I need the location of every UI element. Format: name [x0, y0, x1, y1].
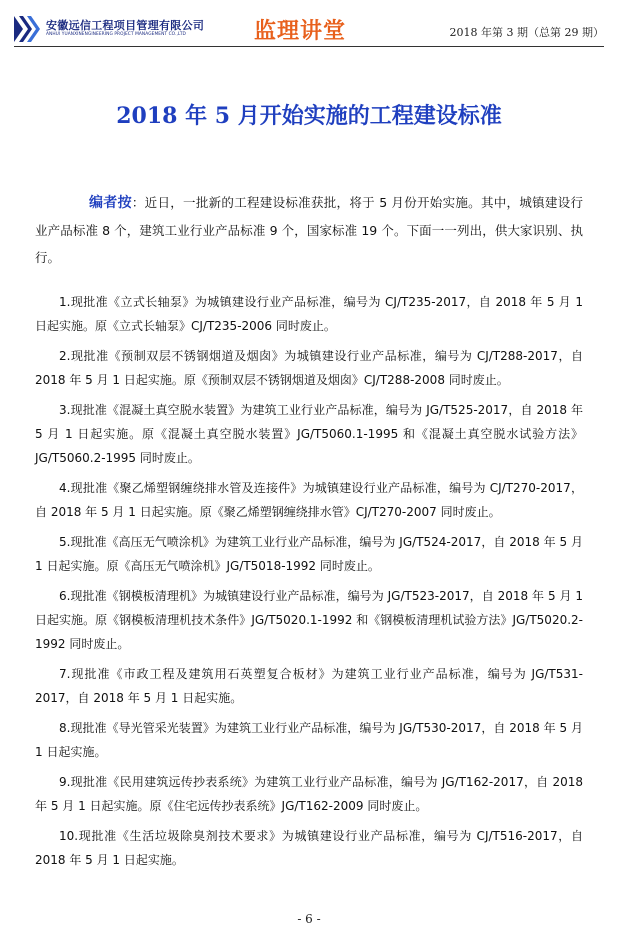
company-name: 安徽远信工程项目管理有限公司 — [46, 19, 205, 32]
standard-item-7: 7.现批准《市政工程及建筑用石英塑复合板材》为建筑工业行业产品标准，编号为 JG/T531-2017，自 2018 年 5 月 1 日起实施。 — [35, 667, 583, 705]
standard-item-1: 1.现批准《立式长轴泵》为城镇建设行业产品标准，编号为 CJ/T235-2017，自 2018 年 5 月 1 日起实施。原《立式长轴泵》CJ/T235-2006 同时废止。 — [35, 295, 583, 333]
article-title: 2018 年 5 月开始实施的工程建设标准 — [116, 103, 502, 129]
standard-item-3: 3.现批准《混凝土真空脱水装置》为建筑工业行业产品标准，编号为 JG/T525-2017，自 2018 年 5 月 1 日起实施。原《混凝土真空脱水装置》JG/T5060.1-1995 和《混凝土真空脱水试验方法》JG/T5060.2-1995 同时废止。 — [35, 403, 583, 465]
standard-item-2: 2.现批准《预制双层不锈钢烟道及烟囱》为城镇建设行业产品标准，编号为 CJ/T288-2017，自 2018 年 5 月 1 日起实施。原《预制双层不锈钢烟道及烟囱》CJ/T288-2008 同时废止。 — [35, 349, 583, 387]
standard-item-4: 4.现批准《聚乙烯塑钢缠绕排水管及连接件》为城镇建设行业产品标准，编号为 CJ/T270-2017，自 2018 年 5 月 1 日起实施。原《聚乙烯塑钢缠绕排水管》CJ/T270-2007 同时废止。 — [35, 481, 583, 519]
standard-item-8: 8.现批准《导光管采光装置》为建筑工业行业产品标准，编号为 JG/T530-2017，自 2018 年 5 月 1 日起实施。 — [35, 721, 583, 759]
standard-item-10: 10.现批准《生活垃圾除臭剂技术要求》为城镇建设行业产品标准，编号为 CJ/T516-2017，自 2018 年 5 月 1 日起实施。 — [35, 829, 583, 867]
company-logo-icon — [14, 16, 40, 42]
issue-info: 2018 年第 3 期（总第 29 期） — [449, 26, 604, 39]
editor-note-lead: 编者按 — [89, 194, 132, 211]
page-number: - 6 - — [297, 912, 321, 926]
editor-note-text: ：近日，一批新的工程建设标准获批，将于 5 月份开始实施。其中，城镇建设行业产品标准 8 个，建筑工业行业产品标准 9 个，国家标准 19 个。下面一一列出，供大家识别、执行。 — [35, 194, 584, 265]
magazine-title: 监理讲堂 — [254, 19, 347, 44]
standard-item-5: 5.现批准《高压无气喷涂机》为建筑工业行业产品标准，编号为 JG/T524-2017，自 2018 年 5 月 1 日起实施。原《高压无气喷涂机》JG/T5018-1992 同时废止。 — [35, 535, 583, 573]
page-header — [0, 0, 618, 46]
editor-note — [35, 189, 583, 271]
standards-list — [35, 290, 583, 878]
standard-item-9: 9.现批准《民用建筑远传抄表系统》为建筑工业行业产品标准，编号为 JG/T162-2017，自 2018 年 5 月 1 日起实施。原《住宅远传抄表系统》JG/T162-2009 同时废止。 — [35, 775, 583, 813]
header-divider — [14, 46, 604, 47]
standard-item-6: 6.现批准《钢模板清理机》为城镇建设行业产品标准，编号为 JG/T523-2017，自 2018 年 5 月 1 日起实施。原《钢模板清理机技术条件》JG/T5020.1-1992 和《钢模板清理机试验方法》JG/T5020.2-1992 同时废止。 — [35, 589, 583, 651]
company-name-en: ANHUI YUANXINENGINEERING PROJECT MANAGEMENT CO.,LTD — [46, 32, 186, 37]
